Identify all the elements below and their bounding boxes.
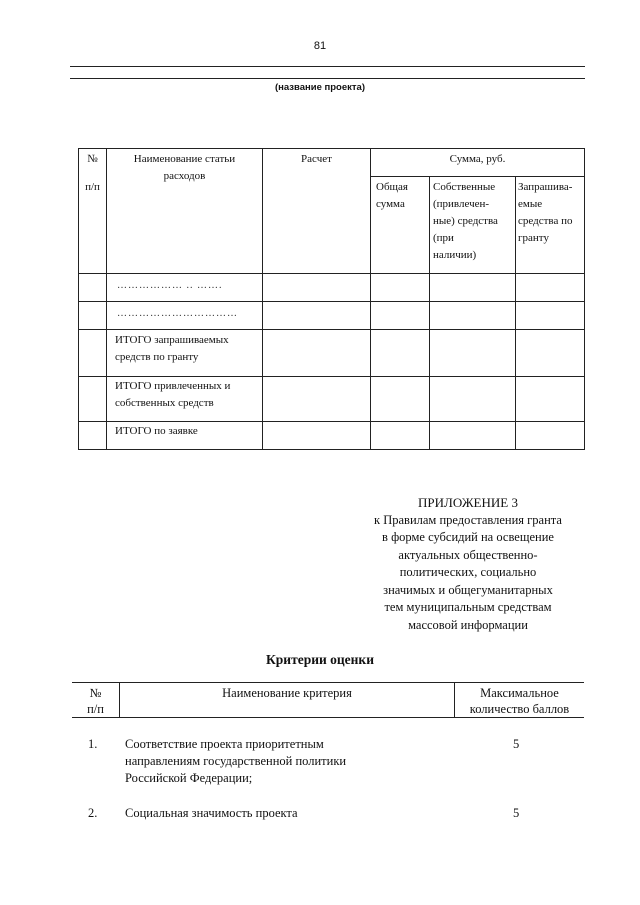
grid-line [106,149,107,449]
header-number [79,151,106,196]
page-number: 81 [313,40,327,52]
criteria-row-1-max: 5 [513,737,520,751]
header-line: ные) средства [433,215,498,227]
header-line: № [89,686,102,700]
grid-line [79,301,584,302]
appendix-line: в форме субсидий на освещение [382,530,554,544]
grid-line [429,176,430,449]
grid-line [79,329,584,330]
header-sum-own [433,179,517,264]
total-application: ИТОГО по заявке [115,425,198,437]
header-number-line: п/п [85,181,100,193]
row-line: Российской Федерации; [125,771,253,785]
row-line: ИТОГО запрашиваемых [115,334,229,346]
appendix-line: массовой информации [408,617,528,632]
placeholder-row-1: ……………… .. ……. [117,280,223,291]
header-line: (при [433,232,454,244]
header-line: наличии) [433,249,477,261]
total-requested [115,332,265,366]
row-line: Соответствие проекта приоритетным [125,737,324,751]
criteria-row-2-name: Социальная значимость проекта [125,806,298,820]
criteria-row-2-number: 2. [88,806,98,820]
header-line: количество баллов [469,702,570,716]
header-line: емые [518,198,543,210]
criteria-header-max [455,685,584,717]
appendix-line: политических, социально [399,565,537,579]
row-line: средств по гранту [115,351,199,363]
criteria-row-1-number: 1. [88,737,98,751]
row-line: направлениям государственной политики [125,754,347,768]
header-line: средства по [518,215,573,227]
header-line: Общая [376,181,408,193]
grid-line [79,376,584,377]
header-line: Собственные [433,181,496,193]
header-line: Наименование статьи [133,153,236,165]
header-line: гранту [518,232,549,244]
appendix-block [318,494,618,634]
header-line: сумма [376,198,405,210]
criteria-header-name: Наименование критерия [222,686,352,700]
project-name-caption: (название проекта) [274,82,365,93]
header-line: расходов [163,170,206,182]
row-line: ИТОГО привлеченных и [115,380,231,392]
header-line: Запрашива- [518,181,573,193]
grid-line [370,149,371,449]
total-own [115,378,265,412]
top-rule [70,66,585,67]
criteria-title: Критерии оценки [266,652,374,667]
appendix-line: значимых и общегуманитарных [383,582,553,597]
appendix-line: тем муниципальным средствам [384,600,552,614]
budget-table [78,148,585,450]
header-sum: Сумма, руб. [449,153,506,165]
criteria-table-header [72,682,584,718]
header-item-name [107,151,262,185]
criteria-row-2-max: 5 [513,806,520,820]
row-line: собственных средств [115,397,214,409]
header-number-line: № [87,153,98,165]
header-sum-total [376,179,428,213]
header-sum-requested [518,179,586,247]
grid-line [79,273,584,274]
appendix-line: к Правилам предоставления гранта [374,512,562,527]
criteria-row-1-name [125,736,425,787]
criteria-header-number [72,685,119,717]
header-line: Максимальное [480,686,559,700]
appendix-line: актуальных общественно- [398,547,538,562]
appendix-title: ПРИЛОЖЕНИЕ 3 [418,495,518,510]
grid-line [370,176,584,177]
placeholder-row-2: …………………………… [117,308,238,319]
grid-line [79,421,584,422]
project-name-line [70,78,585,79]
header-calc: Расчет [301,153,332,165]
header-line: п/п [87,702,104,716]
header-line: (привлечен- [433,198,490,210]
